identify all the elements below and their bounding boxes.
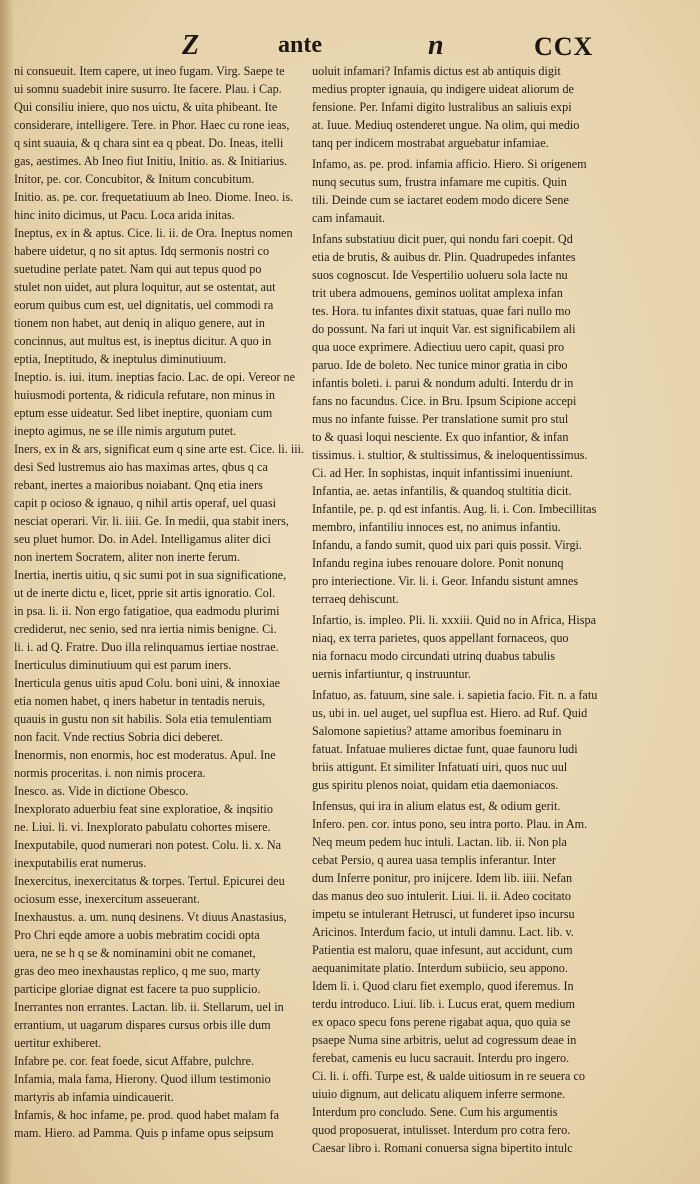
text-line: membro, infantiliu innoces est, no animus infantiu. <box>312 520 561 534</box>
text-line: non inertem Socratem, aliter non inerte ferum. <box>14 550 241 564</box>
text-line: fatuat. Infatuae mulieres dictae funt, quae faunoru ludi <box>312 742 578 756</box>
header-word: ante <box>278 32 322 58</box>
text-line: etia nomen habet, q iners habetur in tentadis neruis, <box>14 694 266 708</box>
text-line: in psa. li. ii. Non ergo fatigatioe, qua eadmodu plurimi <box>14 604 280 618</box>
text-line: Ci. ad Her. In sophistas, inquit infantissimi inueniunt. <box>312 466 574 480</box>
text-line: Infamis, & hoc infame, pe. prod. quod habet malam fa <box>14 1108 279 1122</box>
text-line: ut de inerte dictu e, licet, pprie sit artis ignoratio. Col. <box>14 586 276 600</box>
running-header <box>0 30 700 64</box>
text-line: li. i. ad Q. Fratre. Duo illa relinquamus iertiae nostrae. <box>14 640 279 654</box>
text-line: gus spiritu plenos noiat, quidam etia daemoniacos. <box>312 778 559 792</box>
text-line: terdu introduco. Liui. lib. i. Lucus erat, quem medium <box>312 997 575 1011</box>
text-line: Inerticulus diminutiuum qui est parum iners. <box>14 658 232 672</box>
text-line: Ci. li. i. offi. Turpe est, & ualde uitiosum in re seuera co <box>312 1069 585 1083</box>
text-line: Inerrantes non errantes. Lactan. lib. ii. Stellarum, uel in <box>14 1000 284 1014</box>
text-line: us, ubi in. uel auget, uel supflua est. Hiero. ad Ruf. Quid <box>312 706 588 720</box>
text-line: Initio. as. pe. cor. frequetatiuum ab Ineo. Diome. Ineo. is. <box>14 190 294 204</box>
text-line: Infabre pe. cor. feat foede, sicut Affabre, pulchre. <box>14 1054 255 1068</box>
right-text-column <box>312 62 664 1157</box>
text-line: ociosum esse, inexercitum asseuerant. <box>14 892 200 906</box>
text-line: tionem non habet, aut deniq in aliquo genere, aut in <box>14 316 265 330</box>
text-line: suetudine perlate patet. Nam qui aut tepus quod po <box>14 262 262 276</box>
text-line: qua uoce exprimere. Adiectiuu uero capit, quasi pro <box>312 340 565 354</box>
header-left-letter: Z <box>182 30 200 61</box>
text-line: Aricinos. Interdum facio, ut intuli damnu. Lact. lib. v. <box>312 925 574 939</box>
text-line: concinnus, aut multus est, is ineptus dicitur. A quo in <box>14 334 272 348</box>
text-line: Qui consiliu iniere, quo nos uictu, & uita phibeant. Ite <box>14 100 278 114</box>
page-gutter-shadow <box>0 0 14 1184</box>
text-line: Inexputabile, quod numerari non potest. Colu. li. x. Na <box>14 838 282 852</box>
text-line: Inerticula genus uitis apud Colu. boni uini, & innoxiae <box>14 676 281 690</box>
text-line: Infans substatiuu dicit puer, qui nondu fari coepit. Qd <box>312 232 573 246</box>
text-line: Infantia, ae. aetas infantilis, & quandoq stultitia dicit. <box>312 484 572 498</box>
text-line: ex opaco specu fons perene rigabat aqua, quo quia se <box>312 1015 571 1029</box>
text-line: non facit. Vnde rectius Sobria dici deberet. <box>14 730 223 744</box>
text-line: infantis boleti. i. parui & nondum adulti. Interdu dr in <box>312 376 574 390</box>
text-line: ni consueuit. Item capere, ut ineo fugam. Virg. Saepe te <box>14 64 285 78</box>
text-line: pro interiectione. Vir. li. i. Geor. Infandu sistunt amnes <box>312 574 579 588</box>
text-line: stulet non uidet, aut plura loquitur, aut se ostentat, aut <box>14 280 276 294</box>
text-line: Idem li. i. Quod claru fiet exemplo, quod iferemus. In <box>312 979 574 993</box>
text-line: Caesar libro i. Romani conuersa signa bipertito intulc <box>312 1141 573 1155</box>
left-text-column <box>14 62 310 1142</box>
text-line: impetu se intulerant Hetrusci, ut funderet ipso incursu <box>312 907 575 921</box>
text-line: briis attigunt. Et similiter Infatuati uiri, quos nuc uul <box>312 760 568 774</box>
text-line: tissimus. i. stultior, & stultissimus, & ineloquentissimus. <box>312 448 588 462</box>
text-line: hinc inito dicimus, ut Pacu. Loca arida initas. <box>14 208 235 222</box>
folio-number: CCX <box>534 32 594 61</box>
text-line: huiusmodi portenta, & ridicula refutare, non minus in <box>14 388 275 402</box>
text-line: tanq per indicem mostrabat arguebatur infamiae. <box>312 136 549 150</box>
text-line: terraeq dehiscunt. <box>312 592 399 606</box>
text-line: tes. Hora. tu infantes dixit statuas, quae fari nullo mo <box>312 304 571 318</box>
text-line: Neq meum pedem huc intuli. Lactan. lib. ii. Non pla <box>312 835 567 849</box>
text-line: uoluit infamari? Infamis dictus est ab antiquis digit <box>312 64 561 78</box>
text-line: eptia, Ineptitudo, & ineptulus diminutiuum. <box>14 352 227 366</box>
text-line: Inexplorato aduerbiu feat sine exploratioe, & inqsitio <box>14 802 273 816</box>
text-line: nia fornacu modo circundati utrinq duabus tabulis <box>312 649 556 663</box>
text-line: desi Sed lustremus aio has maximas artes, qbus q ca <box>14 460 268 474</box>
text-line: trit ubera admouens, geminos uolitat amplexa infan <box>312 286 563 300</box>
text-line: mam. Hiero. ad Pamma. Quis p infame opus seipsum <box>14 1126 274 1140</box>
text-line: cebat Persio, q aurea uasa templis inferantur. Inter <box>312 853 556 867</box>
text-line: Inexhaustus. a. um. nunq desinens. Vt diuus Anastasius, <box>14 910 287 924</box>
text-line: Infantile, pe. p. qd est infantis. Aug. li. i. Con. Imbecillitas <box>312 502 597 516</box>
text-line: das manus deo suo intulerit. Liui. li. ii. Adeo cocitato <box>312 889 571 903</box>
text-line: ne. Liui. li. vi. Inexplorato pabulatu cohortes misere. <box>14 820 271 834</box>
text-line: do possunt. Na fari ut inquit Var. est significabilem ali <box>312 322 576 336</box>
text-line: errantium, ut uagarum dispares cursus orbis ille dum <box>14 1018 271 1032</box>
text-line: medius propter ignauia, qu indigere uideat aliorum de <box>312 82 574 96</box>
text-line: q sint suauia, & q chara sint ea q pbeat. Do. Ineas, itelli <box>14 136 284 150</box>
text-line: Infero. pen. cor. intus pono, seu intra porto. Plau. in Am. <box>312 817 588 831</box>
text-line: inexputabilis erat numerus. <box>14 856 147 870</box>
text-line: Patientia est maloru, quae infesunt, aut accidunt, cum <box>312 943 573 957</box>
text-line: Iners, ex in & ars, significat eum q sine arte est. Cice. li. iii. <box>14 442 305 456</box>
text-line: uertitur exhiberet. <box>14 1036 102 1050</box>
text-line: uiuio dignum, aut delicatu aliquem inferre sermone. <box>312 1087 566 1101</box>
text-line: tili. Deinde cum se iactaret eodem modo dicere Sene <box>312 193 569 207</box>
text-line: eorum quibus cum est, uel dignitatis, uel commodi ra <box>14 298 274 312</box>
text-line: quod proposuerat, intulisset. Interdum pro cotra fero. <box>312 1123 571 1137</box>
text-line: rebant, inertes a maioribus noiabant. Qnq etia iners <box>14 478 263 492</box>
text-line: niaq, ex terra parietes, quos appellant fornaceos, quo <box>312 631 569 645</box>
text-line: Initor, pe. cor. Concubitor, & Initum concubitum. <box>14 172 255 186</box>
text-line: cam infamauit. <box>312 211 386 225</box>
text-line: aequanimitate platio. Interdum subiicio, seu appono. <box>312 961 568 975</box>
text-line: ui somnu suadebit inire susurro. Ite facere. Plau. i Cap. <box>14 82 282 96</box>
text-line: Interdum pro concludo. Sene. Cum his argumentis <box>312 1105 558 1119</box>
text-line: Infamia, mala fama, Hierony. Quod illum testimonio <box>14 1072 271 1086</box>
text-line: normis proceritas. i. non nimis procera. <box>14 766 206 780</box>
text-line: to & quasi loqui nesciente. Ex quo infantior, & infan <box>312 430 569 444</box>
text-line: fans no facundus. Cice. in Bru. Ipsum Scipione accepi <box>312 394 577 408</box>
text-line: fensione. Per. Infami digito lustralibus an saliuis expi <box>312 100 572 114</box>
text-line: Ineptus, ex in & aptus. Cice. li. ii. de Ora. Ineptus nomen <box>14 226 293 240</box>
text-line: capit p ocioso & ignauo, q nihil artis operaf, uel quasi <box>14 496 276 510</box>
text-line: inepto agimus, ne se ille nimis argutum putet. <box>14 424 237 438</box>
text-line: ferebat, camenis eu lucu sacrauit. Interdu pro ingero. <box>312 1051 570 1065</box>
text-line: participe gloriae dignat est facere ta puo supplicio. <box>14 982 261 996</box>
text-line: dum Inferre ponitur, pro inijcere. Idem lib. iiii. Nefan <box>312 871 573 885</box>
text-line: nesciat operari. Vir. li. iiii. Ge. In medii, qua stabit iners, <box>14 514 289 528</box>
text-line: at. Iuue. Mediuq ostenderet ungue. Na olim, qui medio <box>312 118 580 132</box>
text-line: Infandu, a fando sumit, quod uix pari quis possit. Virgi. <box>312 538 582 552</box>
text-line: gras deo meo inexhaustas replico, q me suo, marty <box>14 964 261 978</box>
text-line: uernis infartiuntur, q instruuntur. <box>312 667 471 681</box>
text-line: psaepe Numa sine arbitris, uelut ad cogressum deae in <box>312 1033 577 1047</box>
text-line: paruo. Ide de boleto. Nec tunice minor gratia in cibo <box>312 358 568 372</box>
text-line: Inesco. as. Vide in dictione Obesco. <box>14 784 189 798</box>
text-line: suos cognoscut. Ide Vespertilio uolueru sola lacte nu <box>312 268 568 282</box>
text-line: uera, ne se h q se & nominamini obit ne comanet, <box>14 946 256 960</box>
text-line: Inertia, inertis uitiu, q sic sumi pot in sua significatione, <box>14 568 287 582</box>
text-line: martyris ab infamia uindicauerit. <box>14 1090 174 1104</box>
text-line: eptum esse uideatur. Sed libet ineptire, quoniam cum <box>14 406 273 420</box>
text-line: quauis in gustu non sit habilis. Sola etia temulentiam <box>14 712 272 726</box>
text-line: Infatuo, as. fatuum, sine sale. i. sapietia facio. Fit. n. a fatu <box>312 688 598 702</box>
text-line: mus no infante fuisse. Per translatione sumit pro stul <box>312 412 569 426</box>
text-line: considerare, intelligere. Tere. in Phor. Haec cu rone ieas, <box>14 118 290 132</box>
text-line: nunq secutus sum, frustra infamare me cupitis. Quin <box>312 175 567 189</box>
text-line: Ineptio. is. iui. itum. ineptias facio. Lac. de opi. Vereor ne <box>14 370 296 384</box>
text-line: Inenormis, non enormis, hoc est moderatus. Apul. Ine <box>14 748 276 762</box>
text-line: Infensus, qui ira in alium elatus est, & odium gerit. <box>312 799 561 813</box>
text-line: Salomone sapietius? attame amoribus foeminaru in <box>312 724 562 738</box>
text-line: etia de brutis, & auibus dr. Plin. Quadrupedes infantes <box>312 250 576 264</box>
text-line: Infamo, as. pe. prod. infamia afficio. Hiero. Si origenem <box>312 157 587 171</box>
header-initial: n <box>428 30 444 61</box>
text-line: habere uidetur, q no sit aptus. Idq sermonis nostri co <box>14 244 270 258</box>
text-line: Pro Chri eqde amore a uobis mebratim cocidi opta <box>14 928 260 942</box>
text-line: Infandu regina iubes renouare dolore. Ponit nonunq <box>312 556 564 570</box>
text-line: crediderut, nec senio, sed nra iertia nimis benigne. Ci. <box>14 622 277 636</box>
text-line: gas, aestimes. Ab Ineo fiut Initiu, Initio. as. & Initiarius. <box>14 154 288 168</box>
text-line: Inexercitus, inexercitatus & torpes. Tertul. Epicurei deu <box>14 874 285 888</box>
text-line: Infartio, is. impleo. Pli. li. xxxiii. Quid no in Africa, Hispa <box>312 613 597 627</box>
text-line: seu pluet humor. Do. in Adel. Intelligamus aliter dici <box>14 532 271 546</box>
